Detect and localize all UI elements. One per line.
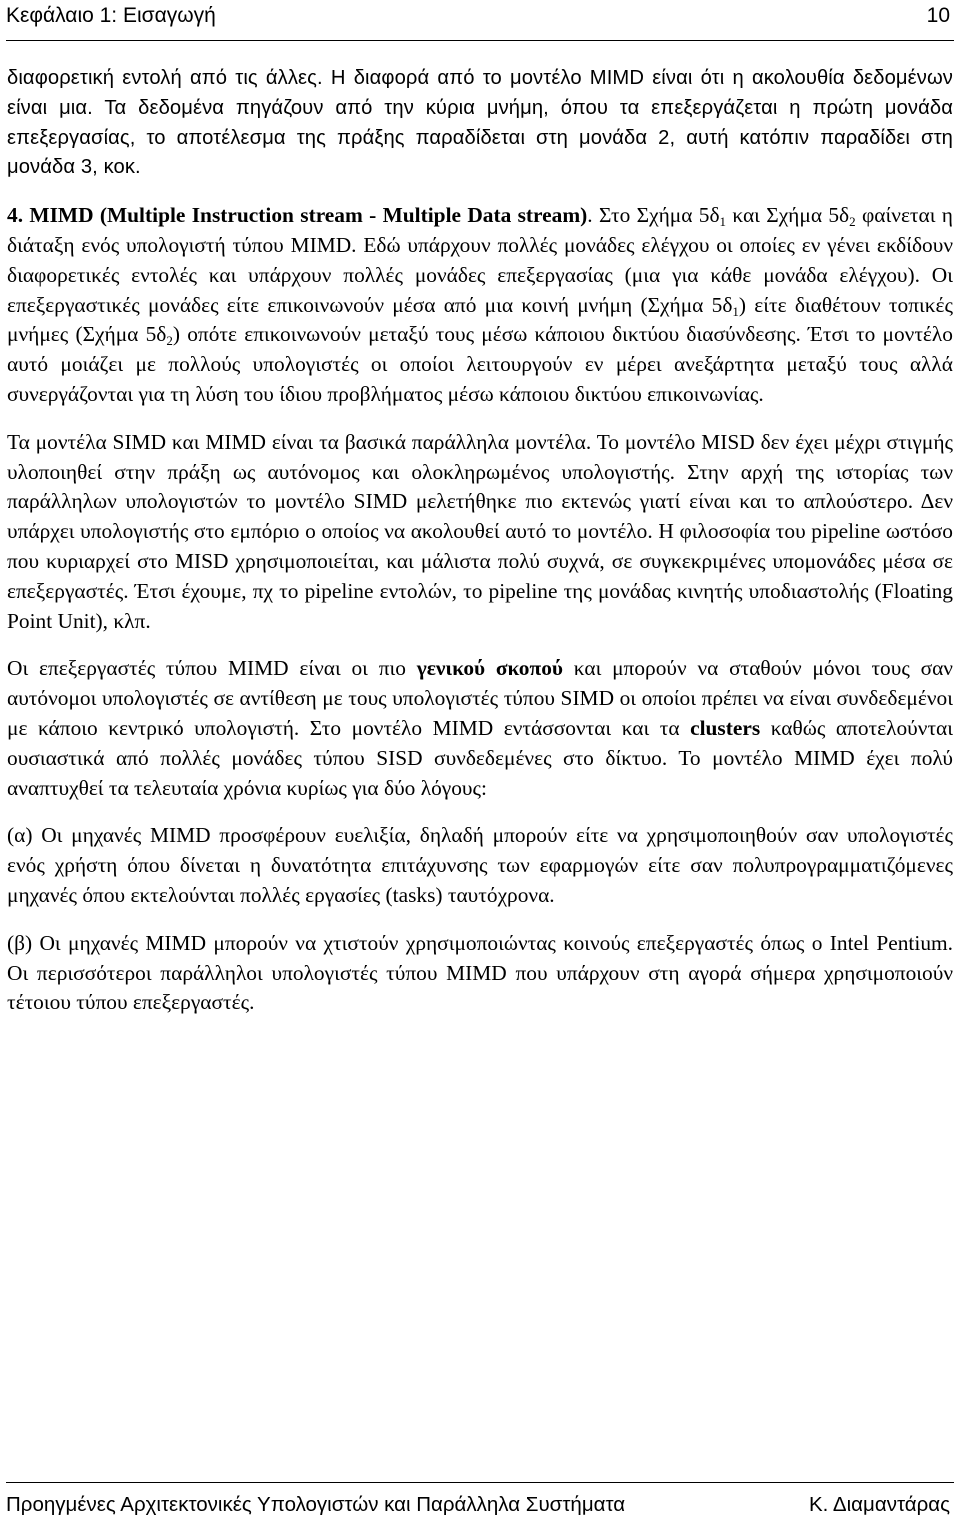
bold-general-purpose: γενικού σκοπού	[416, 656, 563, 681]
page-header	[6, 2, 954, 41]
bold-clusters: clusters	[690, 715, 761, 740]
paragraph-reason-a: (α) Οι μηχανές MIMD προσφέρουν ευελιξία, δηλαδή μπορούν είτε να χρησιμοποιηθούν σαν υπολογιστές ενός χρήστη όπου δίνεται η δυνατότητα επιτάχυνσης των εφαρμογών είτε σαν πολυπρογραμματιζόμενες μηχανές όπου εκτελούνται πολλές εργασίες (tasks) ταυτόχρονα.	[7, 823, 953, 907]
section-number: 4.	[7, 203, 24, 228]
page-footer	[6, 1482, 954, 1521]
paragraph-mimd-definition: 4. MIMD (Multiple Instruction stream - Multiple Data stream). Στο Σχήμα $5\delta_1$ και Σχήμα $5\delta_2$ φαίνεται η διάταξη ενός υπολογιστή τύπου MIMD. Εδώ υπάρχουν πολλές μονάδες ελέγχου οι οποίες εν γένει εκδίδουν διαφορετικές εντολές και υπάρχουν πολλές μονάδες επεξεργασίας (μια για κάθε μονάδα ελέγχου). Οι επεξεργαστικές μονάδες είτε επικοινωνούν μέσα από μια κοινή μνήμη (Σχήμα $5\delta_1$) είτε διαθέτουν τοπικές μνήμες (Σχήμα $5\delta_2$) οπότε επικοινωνούν μεταξύ τους μέσω κάποιου δικτύου διασύνδεσης. Έτσι το μοντέλο αυτό μοιάζει με πολλούς υπολογιστές οι οποίοι λειτουργούν εν μέρει ανεξάρτητα μεταξύ τους αλλά συνεργάζονται για τη λύση του ίδιου προβλήματος μέσω κάποιου δικτύου επικοινωνίας.	[7, 203, 953, 406]
paragraph-reason-b: (β) Οι μηχανές MIMD μπορούν να χτιστούν χρησιμοποιώντας κοινούς επεξεργαστές όπως ο Intel Pentium. Οι περισσότεροι παράλληλοι υπολογιστές τύπου MIMD που υπάρχουν στη αγορά σήμερα χρησιμοποιούν τέτοιου τύπου επεξεργαστές.	[7, 930, 953, 1015]
course-title: Προηγμένες Αρχιτεκτονικές Υπολογιστών και Παράλληλα Συστήματα	[6, 1493, 626, 1516]
paragraph-simd-mimd-models: Τα μοντέλα SIMD και MIMD είναι τα βασικά παράλληλα μοντέλα. Το μοντέλο MISD δεν έχει μέχρι στιγμής υλοποιηθεί στην πράξη ως αυτόνομος και ολοκληρωμένος υπολογιστής. Στην αρχή της ιστορίας των παράλληλων υπολογιστών το μοντέλο SIMD μελετήθηκε πιο εκτενώς γιατί είναι και το απλούστερο. Δεν υπάρχει υπολογιστής στο εμπόριο ο οποίος να ακολουθεί αυτό το μοντέλο. Η φιλοσοφία του pipeline ωστόσο που κυριαρχεί στο MISD χρησιμοποιείται, και μάλιστα πολύ συχνά, σε συγκεκριμένες υπομονάδες μέσα σε επεξεργαστές. Έτσι έχουμε, πχ το pipeline εντολών, το pipeline της μονάδας κινητής υποδιαστολής (Floating Point Unit), κλπ.	[7, 429, 953, 633]
chapter-title: Κεφάλαιο 1: Εισαγωγή	[6, 4, 216, 27]
section-heading-mimd: MIMD (Multiple Instruction stream - Multiple Data stream)	[29, 203, 588, 228]
paragraph-mimd-general-purpose: Οι επεξεργαστές τύπου MIMD είναι οι πιο γενικού σκοπού και μπορούν να σταθούν μόνοι τους σαν αυτόνομοι υπολογιστές σε αντίθεση με τους υπολογιστές τύπου SIMD οι οποίοι πρέπει να είναι συνδεδεμένοι με κάποιο κεντρικό υπολογιστή. Στο μοντέλο MIMD εντάσσονται και τα clusters καθώς αποτελούνται ουσιαστικά από πολλές μονάδες τύπου SISD συνδεδεμένες στο δίκτυο. Το μοντέλο MIMD έχει πολύ αναπτυχθεί τα τελευταία χρόνια κυρίως για δύο λόγους:	[7, 656, 953, 800]
page-body	[7, 64, 953, 1018]
page-number: 10	[926, 4, 950, 27]
paragraph-misd-continuation: διαφορετική εντολή από τις άλλες. Η διαφορά από το μοντέλο MIMD είναι ότι η ακολουθία δεδομένων είναι μια. Τα δεδομένα πηγάζουν από την κύρια μνήμη, όπου τα επεξεργάζεται η πρώτη μονάδα επεξεργασίας, το αποτέλεσμα της πράξης παραδίδεται στη μονάδα 2, αυτή κατόπιν παραδίδει στη μονάδα 3, κοκ.	[7, 67, 953, 179]
author-name: Κ. Διαμαντάρας	[809, 1493, 950, 1516]
